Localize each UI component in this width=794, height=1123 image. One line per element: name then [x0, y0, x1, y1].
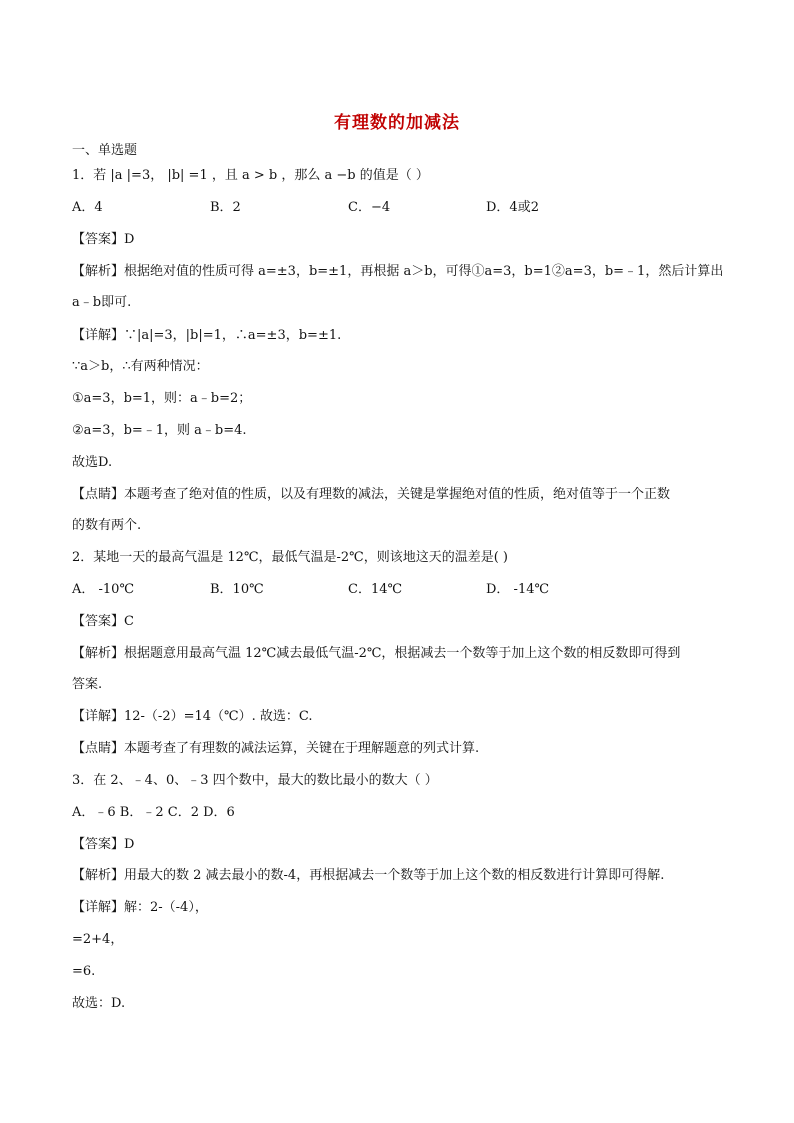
q1-detail-line-5: 故选D. [72, 455, 113, 470]
q2-option-b: B．10℃ [210, 582, 264, 597]
q1-detail-line-3: ①a=3，b=1，则：a﹣b=2； [72, 391, 252, 406]
q3-analysis: 【解析】用最大的数 2 减去最小的数-4，再根据减去一个数等于加上这个数的相反数进行计算即可得解. [72, 868, 665, 883]
q3-detail-line-4: 故选：D. [72, 996, 126, 1011]
q3-detail-line-1: 【详解】解：2-（-4）， [72, 900, 208, 915]
q2-option-c: C．14℃ [348, 582, 403, 597]
q1-answer: 【答案】D [72, 232, 135, 247]
q2-analysis-line-2: 答案. [72, 677, 103, 692]
q3-options: A．﹣6 B．﹣2 C．2 D．6 [72, 805, 235, 820]
q1-option-b: B．2 [210, 200, 241, 215]
q1-detail-line-4: ②a=3，b=﹣1，则 a﹣b=4. [72, 423, 247, 438]
q1-analysis-line-2: a﹣b即可. [72, 295, 132, 310]
q1-comment-line-2: 的数有两个. [72, 518, 142, 533]
q3-detail-line-3: =6. [72, 964, 96, 979]
q3-answer: 【答案】D [72, 837, 135, 852]
q2-answer: 【答案】C [72, 614, 134, 629]
q1-option-c: C．−4 [348, 200, 391, 215]
q2-comment: 【点睛】本题考查了有理数的减法运算，关键在于理解题意的列式计算. [72, 741, 480, 756]
q3-detail-line-2: =2+4， [72, 932, 124, 947]
q1-option-d: D．4或2 [486, 200, 539, 215]
q2-option-a: A． -10℃ [72, 582, 134, 597]
q2-stem: 2．某地一天的最高气温是 12℃，最低气温是-2℃，则该地这天的温差是( ) [72, 550, 508, 565]
q1-detail-line-2: ∵a＞b，∴有两种情况： [72, 359, 209, 374]
q1-detail-line-1: 【详解】∵|a|=3，|b|=1，∴a=±3，b=±1. [72, 328, 342, 343]
q2-option-d: D． -14℃ [486, 582, 550, 597]
q1-analysis-line-1: 【解析】根据绝对值的性质可得 a=±3，b=±1，再根据 a＞b，可得①a=3，b=1②a=3，b=﹣1，然后计算出 [72, 264, 724, 279]
page-title: 有理数的加减法 [334, 113, 460, 133]
q2-analysis-line-1: 【解析】根据题意用最高气温 12℃减去最低气温-2℃，根据减去一个数等于加上这个数的相反数即可得到 [72, 646, 681, 661]
q2-detail: 【详解】12-（-2）=14（℃）. 故选：C. [72, 709, 313, 724]
q1-stem: 1．若 |a |=3， |b| =1 ，且 a > b ，那么 a −b 的值是（ ） [72, 168, 429, 183]
q1-option-a: A．4 [72, 200, 103, 215]
q3-stem: 3．在 2、﹣4、0、﹣3 四个数中，最大的数比最小的数大（ ） [72, 773, 438, 788]
q1-comment-line-1: 【点睛】本题考查了绝对值的性质，以及有理数的减法，关键是掌握绝对值的性质，绝对值等于一个正数 [72, 487, 671, 502]
section-heading: 一、单选题 [72, 143, 138, 158]
